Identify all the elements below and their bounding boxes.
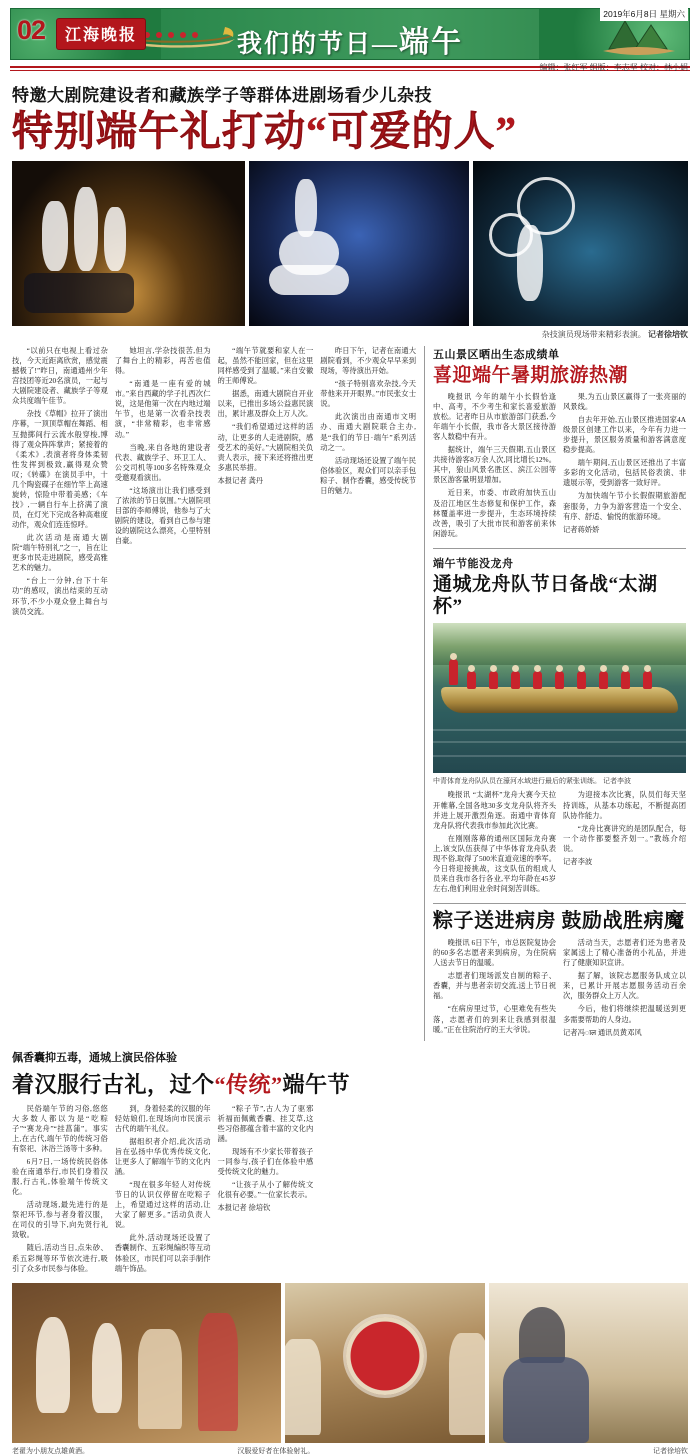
article-column: 晚报讯 “太湖杯”龙舟大赛今天拉开帷幕,全国各地30多支龙舟队将齐头并进上展开激烈角逐。南通中青体育龙舟队将代表我市参加此次比赛。 在刚刚落幕的通州区国际龙舟赛上,该支队伍获得了中华体育龙舟队表现不俗,取得了500米直道竞速的季军。今日将迎接挑战，这支队伍的组成人员来自我市各行各业,平均年龄在45岁左右,他们利用业余时间刻苦训练。 bbox=[433, 790, 556, 894]
lead-photo-caption bbox=[12, 329, 688, 340]
article-zongzi-hospital bbox=[433, 910, 686, 1041]
page-title: 特别端午礼打动“可爱的人” bbox=[12, 108, 517, 154]
section-title-main: 端午 bbox=[399, 26, 463, 59]
lead-kicker: 特邀大剧院建设者和藏族学子等群体进剧场看少儿杂技 bbox=[12, 86, 432, 105]
article-title: 着汉服行古礼，过个“传统”端午节 bbox=[12, 1071, 351, 1097]
right-sidebar bbox=[424, 346, 686, 1041]
masthead bbox=[10, 8, 690, 60]
article-title: 喜迎端午暑期旅游热潮 bbox=[433, 365, 629, 387]
photo-acrobatics-1 bbox=[12, 161, 245, 326]
article-column: “粽子节”,古人为了驱邪祈福而佩戴香囊、挂艾草,这些习俗都蕴含着丰富的文化内涵。 现场有不少家长带着孩子一同参与,孩子们在体验中感受传统文化的魅力。 “让孩子从小了解传统文化很有必要。”一位家长表示。 本报记者 徐培钦 bbox=[217, 1103, 314, 1213]
boat-hull bbox=[441, 687, 678, 713]
article-column: 为迎接本次比赛，队员们每天坚持训练，从基本功练起，不断提高团队协作能力。 “龙舟比赛讲究的是团队配合，每一个动作都要整齐划一。”教练介绍说。 记者李波 bbox=[563, 790, 686, 866]
photo-caption: 汉服爱好者在体验射礼。 bbox=[237, 1447, 315, 1455]
bottom-photo-captions bbox=[12, 1446, 688, 1456]
article-column: 活动当天，志愿者们还为患者及家属送上了精心准备的小礼品，并进行了健康知识宣讲。 据了解，该院志愿服务队成立以来，已累计开展志愿服务活动百余次，服务群众上万人次。 今后，他们将继续把温暖送到更多需要帮助的人身边。 记者冯ाल 通讯员黄邓风 bbox=[563, 938, 686, 1037]
article-hanfu bbox=[12, 1049, 416, 1277]
article-kicker: 五山景区晒出生态成绩单 bbox=[433, 349, 560, 362]
article-column: “端午节就要和家人在一起，虽然不能回家，但在这里同样感受到了温暖。”来自安徽的王师傅说。 据悉，南通大剧院自开业以来，已推出多场公益惠民演出，累计惠及群众上万人次。 “我们希望通过这样的活动，让更多的人走进剧院，感受艺术的美好。”大剧院相关负责人表示，接下来还将推出更多惠民举措。 本报记者 龚丹 bbox=[217, 346, 314, 485]
article-dragonboat bbox=[433, 555, 686, 897]
divider bbox=[433, 903, 686, 904]
paper-cut-icon bbox=[346, 1317, 424, 1395]
date-line: 2019年6月8日 星期六 bbox=[600, 7, 688, 21]
article-column: 果,为五山景区赢得了一张亮丽的风景线。 自去年开始,五山景区推进国家4A级景区创建工作以来，今年有力进一步提升，景区服务质量和游客满意度稳步提高。 端午期间,五山景区还推出了丰富多彩的文化活动，包括民俗表演、非遗展示等，受到游客一致好评。 为加快端午节小长假假期旅游配套服务，力争为游客营造一个安全、有序、舒适、愉悦的旅游环境。 记者蒋娇娇 bbox=[563, 391, 686, 534]
article-column: 民俗端午节的习俗,悠悠大多数人都以为是“吃粽子”“赛龙舟”“挂菖蒲”。事实上,在古代,端午节的传统习俗有祭祀、沐浴兰汤等十多种。 6月7日,一场传统民俗体验在南通举行,市民们身着汉服,行古礼,体验端午传统文化。 活动现场,最先进行的是祭祀环节,参与者身着汉服，在司仪的引导下,向先贤行礼致敬。 随后,活动当日,点朱砂、系五彩绳等环节依次进行,吸引了众多市民参与体验。 bbox=[12, 1103, 108, 1273]
article-column: 晚报讯 6日下午，市总医院复协会的60多名志愿者来到病房，为住院病人送去节日的温暖。 志愿者们现场派发自制的粽子、香囊，并与患者亲切交流,送上节日祝福。 “在病房里过节，心里难免有些失落，志愿者们的到来让我感到很温暖。”正在住院治疗的王大爷说。 bbox=[433, 938, 556, 1034]
main-body bbox=[12, 346, 688, 1041]
article-title: 粽子送进病房 鼓励战胜病魔 bbox=[433, 910, 685, 933]
article-column-spacer bbox=[320, 1104, 416, 1277]
article-tourism bbox=[433, 346, 686, 542]
section-title bbox=[11, 17, 689, 60]
article-kicker: 端午节能没龙舟 bbox=[433, 557, 514, 570]
lower-article bbox=[12, 1049, 688, 1277]
page-number: 02 bbox=[17, 15, 46, 45]
photo-credit: 记者徐培钦 bbox=[648, 330, 688, 340]
paper-logo: 江海晚报 bbox=[57, 19, 145, 49]
article-column: “以前只在电视上看过杂技，今天近距离欣赏，感觉震撼极了!”昨日，南通通州少年宫技团等近20名演员，一起与大剧院建设者、藏族学子等观众共度端午佳节。 杂技《草帽》拉开了演出序幕，一顶顶草帽在舞蹈、相互抛掷间行云流水般穿梭,博得了观众阵阵掌声；紧接着的《柔术》,表演者将身体柔韧性发挥到极致,赢得观众赞叹；《转碟》在演员手中，十几个陶瓷碟子在细竹竿上高速旋转，惊险中带着美感；《车技》,一辆自行车上挤满了演员，在灯光下完成各种高难度动作，观众们连连惊呼。 此次活动是南通大剧院“端午特别礼”之一，旨在让更多市民走进剧院，感受高雅艺术的魅力。 “台上一分钟,台下十年功”的感叹，演出结束的互动环节,不少小观众登上舞台与演员交流。 bbox=[12, 346, 108, 616]
newspaper-page bbox=[0, 8, 700, 1455]
section-title-prefix: 我们的节日— bbox=[236, 31, 399, 58]
photo-acrobatics-2 bbox=[249, 161, 469, 326]
photo-acrobatics-3 bbox=[473, 161, 688, 326]
editor-byline: 编辑：张红军 组版：李志坚 校对：林小娟 bbox=[539, 63, 688, 72]
article-title: 通城龙舟队节日备战“太湖杯” bbox=[433, 573, 658, 617]
photo-archery-ritual bbox=[489, 1283, 688, 1443]
photo-paper-cut-art bbox=[285, 1283, 484, 1443]
photo-dragonboat-race bbox=[433, 623, 686, 773]
article-column: 她坦言,学杂技很苦,但为了舞台上的精彩，再苦也值得。 “南通是一座有爱的城市。”来自西藏的学子扎西次仁说，这是他第一次在内地过端午节，也是第一次看杂技表演，“非常精彩，也非常感动。” 当晚,来自各地的建设者代表、藏族学子、环卫工人、公交司机等100多名特殊观众受邀观看演出。 “这场演出让我们感受到了浓浓的节日氛围。”大剧院项目部的李师傅说，他参与了大剧院的建设，看到自己参与建设的剧院这么漂亮，心里特别自豪。 bbox=[114, 346, 211, 546]
lead-article-body bbox=[12, 346, 416, 1041]
article-column: 晚报讯 今年的端午小长假恰逢中、高考，不少考生和家长喜爱旅游放松。记者昨日从市旅游部门获悉,今年端午小长假，我市各大景区接待游客人数稳中有升。 据统计，端午三天假期,五山景区共接待游客8万余人次,同比增长12%。其中，狼山风景名胜区、滨江公园等景区游客量明显增加。 近日来，市委、市政府加快五山及沿江地区生态修复和保护工作，森林覆盖率进一步提升，生态环境持续改善，吸引了大批市民和游客前来休闲游玩。 bbox=[433, 391, 556, 538]
article-column: 到，身着轻柔的汉服的年轻姑娘们,在现场向市民演示古代的端午礼仪。 据组织者介绍,此次活动旨在弘扬中华优秀传统文化,让更多人了解端午节的文化内涵。 “现在很多年轻人对传统节日的认识仅停留在吃粽子上，希望通过这样的活动,让大家了解更多。”活动负责人说。 此外,活动现场还设置了香囊制作、五彩绳编织等互动体验区，市民们可以亲手制作端午饰品。 bbox=[114, 1103, 211, 1273]
article-kicker: 佩香囊抑五毒，通城上演民俗体验 bbox=[12, 1051, 177, 1064]
bottom-photo-strip bbox=[12, 1283, 688, 1443]
photo-caption: 老翟为小朋友点雄黄酒。 bbox=[12, 1447, 89, 1455]
photo-hanfu-ceremony bbox=[12, 1283, 281, 1443]
photo-credit: 记者徐培钦 bbox=[652, 1447, 688, 1455]
caption-text: 杂技演员现场带来精彩表演。 bbox=[541, 330, 646, 340]
photo-caption: 中青体育龙舟队队员在濠河水域进行最后的紧张训练。 记者李波 bbox=[433, 778, 631, 786]
treeline bbox=[433, 623, 686, 665]
divider bbox=[433, 548, 686, 549]
lead-photo-strip bbox=[12, 161, 688, 326]
article-column: 昨日下午，记者在南通大剧院看到，不少观众早早来到现场，等待演出开始。 “孩子特别喜欢杂技,今天带他来开开眼界。”市民张女士说。 此次演出由南通市文明办、南通大剧院联合主办,是“我们的节日·端午”系列活动之一。 活动现场还设置了端午民俗体验区，观众们可以亲手包粽子、制作香囊，感受传统节日的魅力。 bbox=[320, 346, 416, 495]
